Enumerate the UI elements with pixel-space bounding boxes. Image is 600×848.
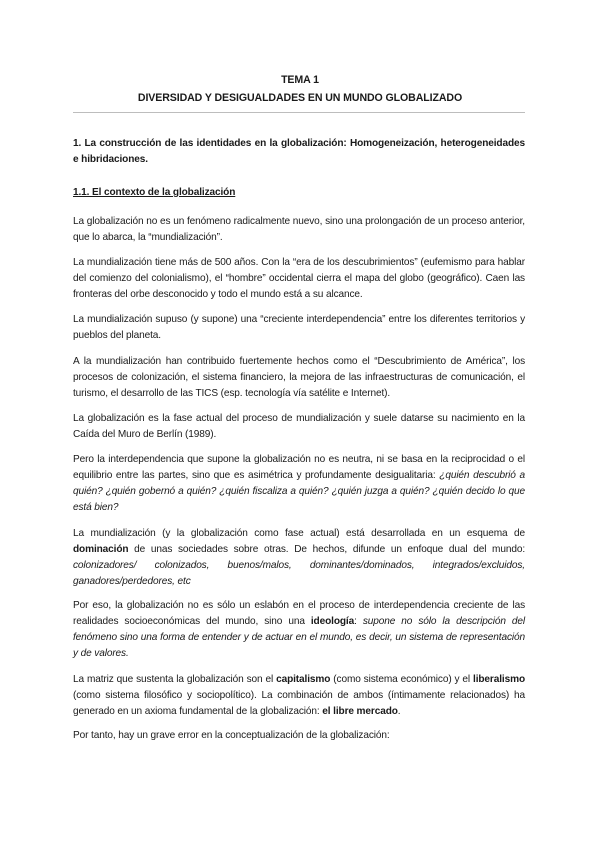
paragraph-7-text-a: La mundialización (y la globalización como fase actual) está desarrollada en un esquema de <box>73 528 525 539</box>
title-divider <box>73 112 525 113</box>
paragraph-6-text: Pero la interdependencia que supone la globalización no es neutra, ni se basa en la reciprocidad o el equilibrio entre las partes, sino que es asimétrica y profundamente desigualitaria: <box>73 454 525 481</box>
paragraph-6 <box>73 452 525 516</box>
paragraph-7-bold-dominacion: dominación <box>73 544 129 555</box>
paragraph-4: A la mundialización han contribuido fuertemente hechos como el “Descubrimiento de América”, los procesos de colonización, el sistema financiero, la mejora de las infraestructuras de comunicación, el turismo, el desarrollo de las TICS (esp. tecnología vía satélite e Internet). <box>73 356 525 399</box>
paragraph-9-text-b: (como sistema económico) y el <box>330 674 474 685</box>
paragraph-8-colon: : <box>354 616 363 627</box>
paragraph-9-period: . <box>397 706 401 717</box>
section-1-1-heading: 1.1. El contexto de la globalización <box>73 187 236 198</box>
paragraph-9-bold-capitalismo: capitalismo <box>276 674 331 685</box>
paragraph-7-italic-list: colonizadores/ colonizados, buenos/malos, dominantes/dominados, integrados/excluidos, ganadores/perdedores, etc <box>73 560 525 587</box>
paragraph-1: La globalización no es un fenómeno radicalmente nuevo, sino una prolongación de un proceso anterior, que lo abarca, la “mundialización”. <box>73 216 525 243</box>
paragraph-3: La mundialización supuso (y supone) una “creciente interdependencia” entre los diferentes territorios y pueblos del planeta. <box>73 314 525 341</box>
paragraph-9-bold-libre-mercado: el libre mercado <box>322 706 398 717</box>
paragraph-7 <box>73 526 525 590</box>
document-tema: TEMA 1 <box>281 74 319 86</box>
paragraph-8-italic: supone no sólo la descripción del fenómeno sino una forma de entender y de actuar en el mundo, es decir, un sistema de representación y de valores. <box>73 616 525 659</box>
paragraph-9-bold-liberalismo: liberalismo <box>473 674 525 685</box>
paragraph-10: Por tanto, hay un grave error en la conceptualización de la globalización: <box>73 730 390 741</box>
paragraph-8-bold-ideologia: ideología <box>310 616 355 627</box>
paragraph-9-text-a: La matriz que sustenta la globalización son el <box>73 674 277 685</box>
paragraph-8-text-a: Por eso, la globalización no es sólo un eslabón en el proceso de interdependencia creciente de las realidades socioeconómicas del mundo, sino una <box>73 600 525 627</box>
paragraph-2: La mundialización tiene más de 500 años. Con la “era de los descubrimientos” (eufemismo para hablar del comienzo del colonialismo), el “hombre” occidental cierra el mapa del globo (geográfico). Caen las fronteras del orbe desconocido y todo el mundo está a su alcance. <box>73 257 525 300</box>
paragraph-7-text-b: de unas sociedades sobre otras. De hechos, difunde un enfoque dual del mundo: <box>128 544 525 555</box>
paragraph-9-text-c: (como sistema filosófico y sociopolítico). La combinación de ambos (íntimamente relacionados) ha generado en un axioma fundamental de la globalización: <box>73 690 525 717</box>
paragraph-8 <box>73 598 525 662</box>
paragraph-6-questions: ¿quién descubrió a quién? ¿quién gobernó a quién? ¿quién fiscaliza a quién? ¿quién juzga a quién? ¿quién decido lo que está bien? <box>73 470 525 513</box>
document-title: DIVERSIDAD Y DESIGUALDADES EN UN MUNDO GLOBALIZADO <box>137 92 463 104</box>
paragraph-5: La globalización es la fase actual del proceso de mundialización y suele datarse su nacimiento en la Caída del Muro de Berlín (1989). <box>73 413 525 440</box>
section-1-heading: 1. La construcción de las identidades en la globalización: Homogeneización, heterogeneidades e hibridaciones. <box>73 138 525 165</box>
paragraph-9 <box>73 672 525 720</box>
